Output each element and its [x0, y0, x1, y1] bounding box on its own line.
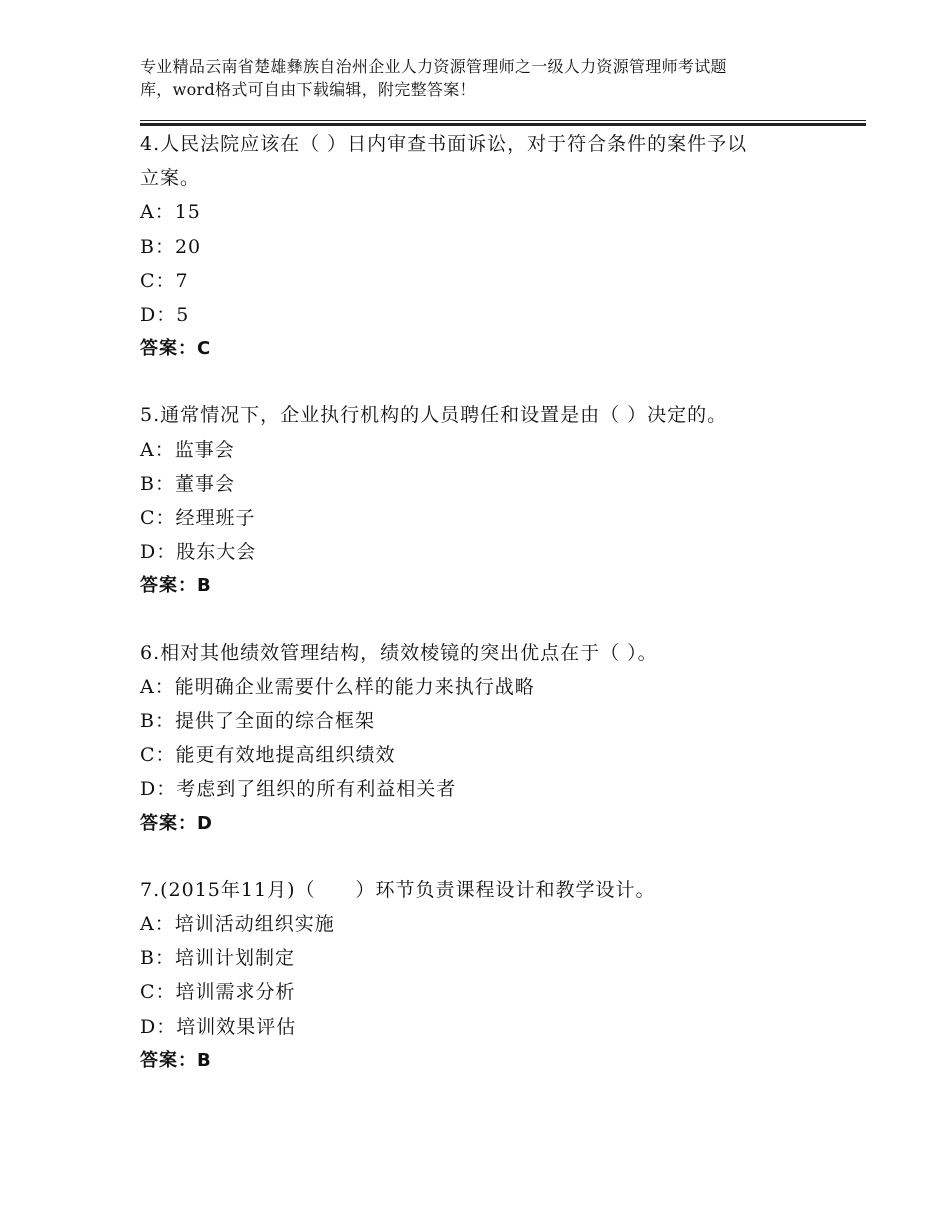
option-d: D：5 — [140, 304, 190, 327]
header-divider-thin — [140, 120, 866, 121]
option-d: D：考虑到了组织的所有利益相关者 — [140, 778, 457, 801]
answer-line: 答案：D — [140, 812, 213, 834]
option-c: C：7 — [140, 269, 189, 292]
answer-line: 答案：B — [140, 1049, 212, 1071]
question-text: 5.通常情况下，企业执行机构的人员聘任和设置是由（ ）决定的。 — [140, 404, 728, 427]
option-a: A：培训活动组织实施 — [140, 913, 335, 936]
option-c: C：能更有效地提高组织绩效 — [140, 744, 396, 767]
option-c: C：培训需求分析 — [140, 981, 296, 1004]
question-text: 6.相对其他绩效管理结构，绩效棱镜的突出优点在于（ ）。 — [140, 641, 658, 664]
option-b: B：培训计划制定 — [140, 947, 295, 970]
option-a: A：能明确企业需要什么样的能力来执行战略 — [140, 675, 535, 698]
option-a: A：15 — [140, 201, 201, 224]
option-b: B：提供了全面的综合框架 — [140, 710, 375, 733]
question-7 — [140, 873, 840, 1078]
question-6 — [140, 636, 840, 841]
header-title-line-1: 专业精品云南省楚雄彝族自治州企业人力资源管理师之一级人力资源管理师考试题 — [140, 57, 727, 76]
document-header — [140, 55, 840, 101]
question-text-continued: 立案。 — [140, 167, 201, 190]
question-4 — [140, 127, 840, 366]
question-list — [140, 127, 840, 1110]
option-a: A：监事会 — [140, 438, 235, 461]
option-d: D：培训效果评估 — [140, 1015, 297, 1038]
question-5 — [140, 398, 840, 603]
option-b: B：董事会 — [140, 472, 235, 495]
header-title-line-2: 库，word格式可自由下载编辑，附完整答案！ — [140, 80, 476, 99]
option-d: D：股东大会 — [140, 541, 257, 564]
question-text: 7.(2015年11月)（ ）环节负责课程设计和教学设计。 — [140, 878, 656, 901]
answer-line: 答案：B — [140, 575, 212, 597]
option-c: C：经理班子 — [140, 507, 256, 530]
option-b: B：20 — [140, 235, 202, 258]
question-text: 4.人民法院应该在（ ）日内审查书面诉讼，对于符合条件的案件予以 — [140, 133, 748, 155]
header-divider-thick — [140, 123, 866, 126]
answer-line: 答案：C — [140, 338, 212, 360]
